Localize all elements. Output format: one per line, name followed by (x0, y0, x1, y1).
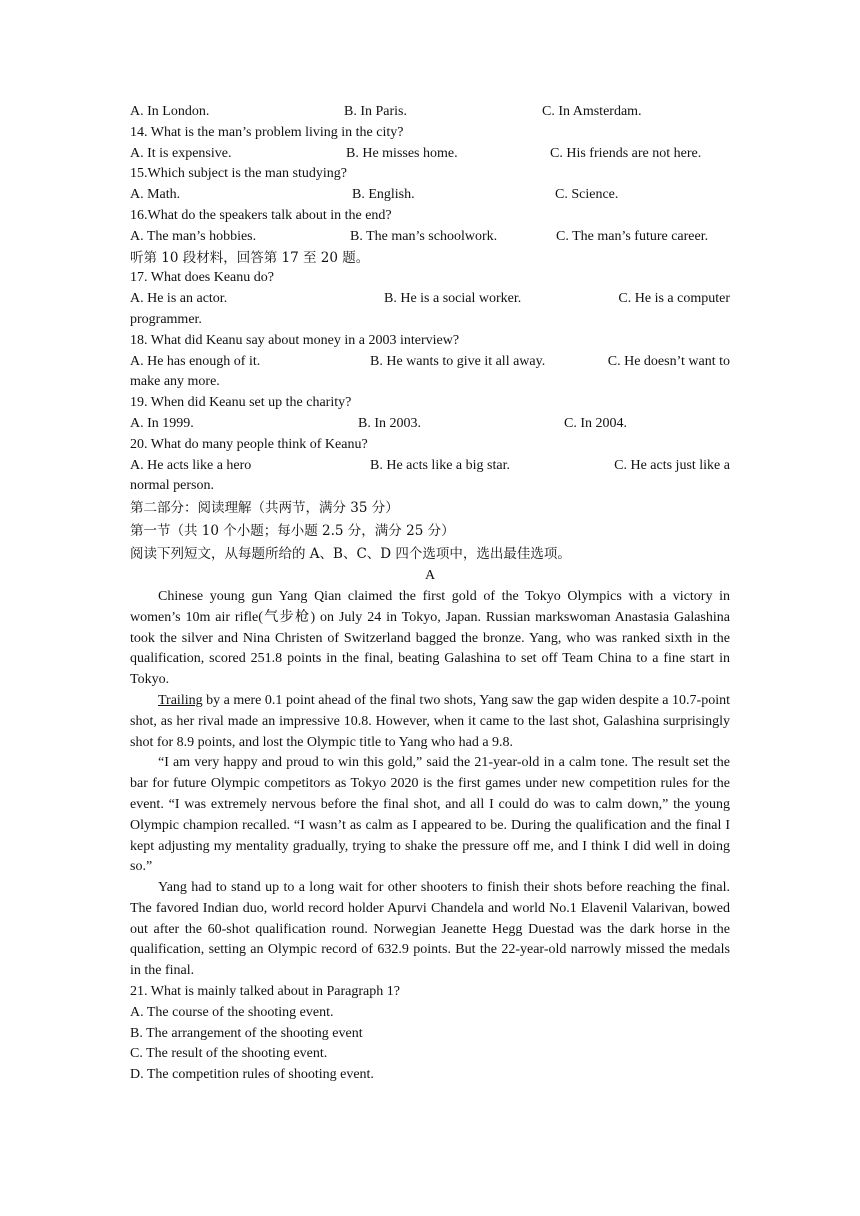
q17-options (130, 289, 730, 310)
q15-option-b: B. English. (352, 187, 415, 203)
q14-option-b: B. He misses home. (346, 145, 458, 161)
exam-page (130, 102, 730, 1086)
q18-option-c: C. He doesn’t want to (607, 353, 730, 369)
q13-option-a: A. In London. (130, 104, 210, 119)
q16-option-a: A. The man’s hobbies. (130, 228, 257, 244)
q18-option-b: B. He wants to give it all away. (370, 353, 546, 369)
q19-options (130, 414, 730, 435)
q16-option-b: B. The man’s schoolwork. (350, 228, 498, 244)
q18-options (130, 352, 730, 373)
section10-intro: 听第 10 段材料，回答第 17 至 20 题。 (130, 249, 370, 266)
q19-stem: 19. When did Keanu set up the charity? (130, 395, 352, 411)
q13-option-c: C. In Amsterdam. (542, 104, 642, 119)
q19-option-a: A. In 1999. (130, 415, 194, 431)
q17-option-c: C. He is a computer (618, 291, 730, 307)
q16-options (130, 227, 730, 248)
q21-option-a: A. The course of the shooting event. (130, 1004, 334, 1020)
underlined-word-trailing: Trailing (158, 692, 203, 708)
q15-stem: 15.Which subject is the man studying? (130, 166, 347, 182)
passage-paragraph-1: Chinese young gun Yang Qian claimed the first gold of the Tokyo Olympics with a victory in women’s 10m air rifle(气步枪) on July 24 in Tokyo, Japan. Russian markswoman Anastasia Galashina took the silver and Nina Christen of Switzerland bagged the bronze. Yang, who was ranked sixth in the qualification, scored 251.8 points in the final, beating Galashina to set off Team China to a fine start in Tokyo. (130, 588, 730, 688)
passage-label: A (424, 568, 436, 584)
q14-option-c: C. His friends are not here. (550, 145, 702, 161)
q20-option-c: C. He acts just like a (614, 457, 730, 473)
q14-options (130, 144, 730, 165)
section1-title: 第一节（共 10 个小题；每小题 2.5 分，满分 25 分） (130, 523, 455, 540)
q20-option-b: B. He acts like a big star. (370, 457, 510, 473)
q16-option-c: C. The man’s future career. (556, 228, 709, 244)
q19-option-c: C. In 2004. (564, 415, 627, 431)
q13-options (130, 102, 730, 123)
q20-option-a: A. He acts like a hero (130, 457, 252, 473)
q21-stem: 21. What is mainly talked about in Paragraph 1? (130, 984, 400, 1000)
q18-stem: 18. What did Keanu say about money in a 2003 interview? (130, 332, 460, 348)
q21-option-c: C. The result of the shooting event. (130, 1046, 328, 1062)
q19-option-b: B. In 2003. (358, 415, 421, 431)
q17-option-b: B. He is a social worker. (384, 291, 522, 307)
passage-paragraph-3: “I am very happy and proud to win this gold,” said the 21-year-old in a calm tone. The result set the bar for future Olympic competitors as Tokyo 2020 is the first games under new competition rules for the event. “I was extremely nervous before the final shot, and all I could do was to calm down,” the young Olympic champion recalled. “I wasn’t as calm as I appeared to be. During the qualification and the final I kept adjusting my mentality gradually, trying to shake the pressure off me, and I think I did well in doing so.” (130, 755, 730, 875)
q20-stem: 20. What do many people think of Keanu? (130, 436, 368, 452)
passage-paragraph-4: Yang had to stand up to a long wait for other shooters to finish their shots before reaching the final. The favored Indian duo, world record holder Apurvi Chandela and world No.1 Elavenil Valarivan, bowed out after the 60-shot qualification round. Norwegian Jeanette Hegg Duestad was the dark horse in the qualification, setting an Olympic record of 632.9 points. But the 22-year-old narrowly missed the medals in the final. (130, 880, 730, 979)
q14-option-a: A. It is expensive. (130, 145, 232, 161)
q15-option-c: C. Science. (555, 187, 619, 203)
q16-stem: 16.What do the speakers talk about in the end? (130, 207, 392, 223)
q13-option-b: B. In Paris. (344, 104, 407, 119)
q17-option-a: A. He is an actor. (130, 291, 228, 307)
q21-option-d: D. The competition rules of shooting event. (130, 1067, 374, 1083)
q17-stem: 17. What does Keanu do? (130, 270, 274, 286)
reading-instructions: 阅读下列短文，从每题所给的 A、B、C、D 四个选项中，选出最佳选项。 (130, 546, 571, 563)
q20-option-c-continuation: normal person. (130, 478, 214, 494)
q17-option-c-continuation: programmer. (130, 311, 202, 327)
q14-stem: 14. What is the man’s problem living in the city? (130, 124, 404, 140)
q18-option-c-continuation: make any more. (130, 374, 220, 390)
q15-option-a: A. Math. (130, 187, 181, 203)
part2-title: 第二部分：阅读理解（共两节，满分 35 分） (130, 500, 399, 517)
passage-paragraph-2-text: by a mere 0.1 point ahead of the final two shots, Yang saw the gap widen despite a 10.7-point shot, as her rival made an impressive 10.8. However, when it came to the last shot, Galashina surprisingly shot for 8.9 points, and lost the Olympic title to Yang who had a 9.8. (130, 692, 730, 750)
q21-option-b: B. The arrangement of the shooting event (130, 1025, 363, 1041)
passage-paragraph-2 (130, 691, 730, 753)
q18-option-a: A. He has enough of it. (130, 353, 261, 369)
q20-options (130, 456, 730, 477)
q15-options (130, 185, 730, 206)
